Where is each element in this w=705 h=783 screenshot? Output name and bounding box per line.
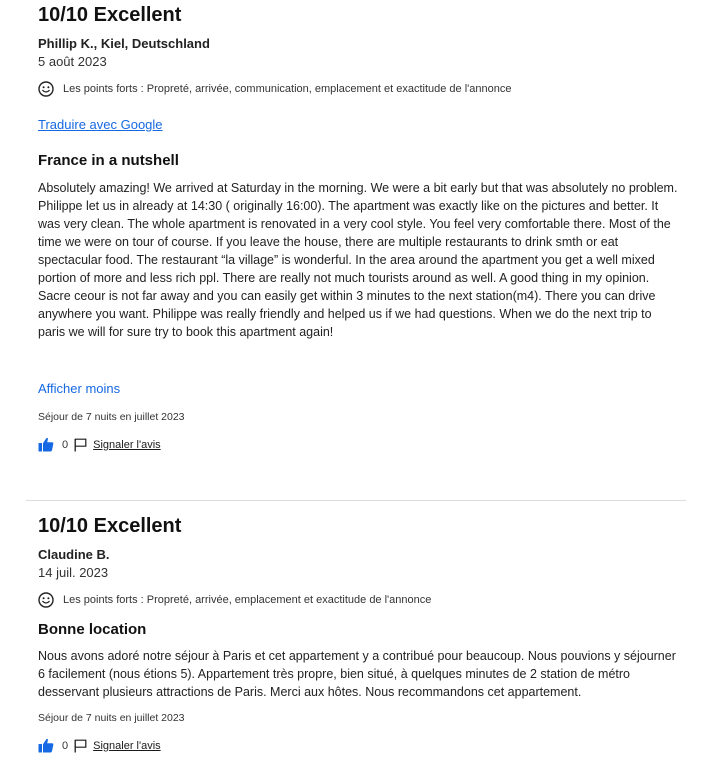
review-highlights	[38, 592, 678, 608]
highlights-text: Les points forts : Propreté, arrivée, emplacement et exactitude de l'annonce	[63, 594, 432, 606]
show-less-link[interactable]: Afficher moins	[38, 381, 121, 396]
thumbs-up-icon[interactable]	[38, 738, 54, 753]
review-body: Absolutely amazing! We arrived at Saturday in the morning. We were a bit early but that was absolutely no problem. Philippe let us in already at 14:30 ( originally 16:00). The apartment was exactly like on the pictures and better. It was very clean. The whole apartment is renovated in a very cool style. You feel very comfortable there. Most of the time we were on tour of course. If you leave the house, there are multiple restaurants to drink smth or eat spectacular food. The restaurant “la village” is wonderful. In the area around the apartment you get a well mixed portion of more and less rich ppl. There are really not much tourists around as well. A good thing in my opinion. Sacre ceour is not far away and you can easily get within 3 minutes to the next station(m4). There you can drive anywhere you want. Philippe was really friendly and helped us if we had questions. When we do the next trip to paris we will for sure try to book this apartment again!	[38, 181, 678, 339]
review-rating: 10/10 Excellent	[38, 4, 182, 26]
review-date: 14 juil. 2023	[38, 565, 109, 580]
review-title: France in a nutshell	[38, 152, 179, 169]
reviewer-name: Claudine B.	[38, 547, 110, 562]
report-review-link[interactable]: Signaler l'avis	[93, 438, 161, 451]
highlights-text: Les points forts : Propreté, arrivée, communication, emplacement et exactitude de l'annonce	[63, 83, 512, 95]
review-title: Bonne location	[38, 621, 147, 638]
smiley-icon	[38, 592, 54, 608]
helpful-count: 0	[62, 438, 69, 451]
flag-icon[interactable]	[74, 739, 87, 753]
review-date: 5 août 2023	[38, 54, 107, 69]
review-body: Nous avons adoré notre séjour à Paris et cet appartement y a contribué pour beaucoup. Nous pouvions y séjourner 6 facilement (nous étions 5). Appartement très propre, bien situé, à quelques minutes de 2 station de métro desservant plusieurs attractions de Paris. Merci aux hôtes. Nous recommandons cet appartement.	[38, 649, 676, 699]
review-divider	[26, 500, 686, 501]
stay-info: Séjour de 7 nuits en juillet 2023	[38, 411, 185, 423]
review-rating: 10/10 Excellent	[38, 515, 182, 537]
helpful-count: 0	[62, 739, 69, 752]
thumbs-up-icon[interactable]	[38, 437, 54, 452]
report-review-link[interactable]: Signaler l'avis	[93, 739, 161, 752]
stay-info: Séjour de 7 nuits en juillet 2023	[38, 712, 185, 724]
review-actions	[38, 437, 678, 452]
review-highlights	[38, 81, 678, 97]
review-card	[38, 2, 678, 452]
smiley-icon	[38, 81, 54, 97]
reviewer-name: Phillip K., Kiel, Deutschland	[38, 36, 210, 51]
flag-icon[interactable]	[74, 438, 87, 452]
translate-link[interactable]: Traduire avec Google	[38, 117, 163, 132]
review-actions	[38, 738, 678, 753]
review-card	[38, 513, 678, 753]
